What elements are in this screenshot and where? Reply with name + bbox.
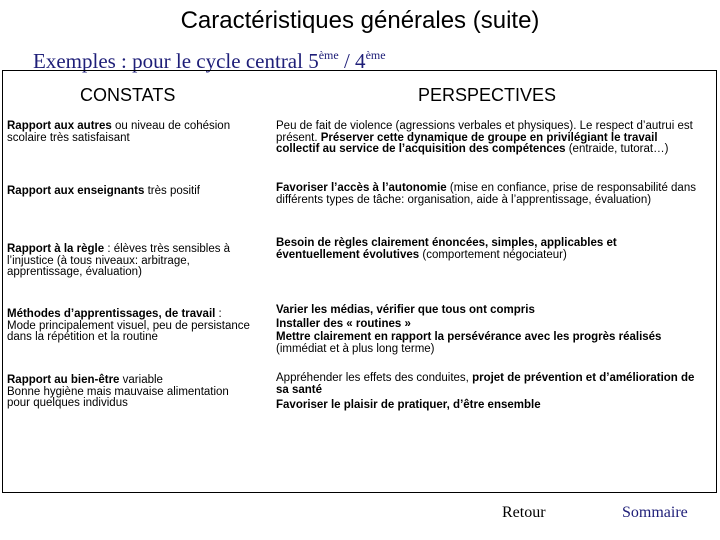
row-4-constat: [7, 309, 269, 344]
row-1-perspective: [276, 121, 716, 156]
row-5-perspective: [276, 373, 716, 412]
row-1-perspective-line-3-rest: (entraide, tutorat…): [565, 143, 669, 155]
row-5-constat-line-2: Bonne hygiène mais mauvaise alimentation: [7, 385, 229, 398]
retour-link[interactable]: Retour: [502, 504, 546, 521]
column-header-constats: CONSTATS: [80, 85, 176, 105]
row-3-perspective: [276, 238, 716, 261]
row-3-constat-line-2: l’injustice (à tous niveaux: arbitrage,: [7, 254, 190, 267]
row-1-perspective-line-1: Peu de fait de violence (agressions verbales et physiques). Le respect d’autrui est: [276, 120, 693, 132]
row-2-constat-bold: Rapport aux enseignants: [7, 185, 145, 197]
row-3-perspective-line-1-bold: Besoin de règles clairement énoncées, simples, applicables et: [276, 237, 617, 249]
row-5-constat: [7, 375, 269, 410]
row-3-perspective-line-2-bold: éventuellement évolutives: [276, 248, 420, 261]
subtitle-separator: / 4: [338, 49, 366, 73]
row-5-perspective-line-1a: Appréhender les effets des conduites,: [276, 372, 473, 384]
row-1-perspective-line-2a: présent.: [276, 131, 321, 144]
row-1-perspective-line-2-bold: Préserver cette dynamique de groupe en privilégiant le travail: [320, 131, 658, 144]
row-2-perspective-rest: (mise en confiance, prise de responsabilité dans: [446, 182, 696, 194]
subtitle-superscript-1: ème: [318, 48, 339, 62]
row-4-perspective: [276, 305, 716, 355]
row-5-perspective-line-1-bold: projet de prévention et d’amélioration de: [472, 372, 695, 384]
row-5-constat-line-3: pour quelques individus: [7, 397, 128, 409]
row-3-perspective-line-2-rest: (comportement négociateur): [419, 248, 567, 261]
row-3-constat-line-3: apprentissage, évaluation): [7, 266, 142, 278]
subtitle-superscript-2: ème: [365, 48, 386, 62]
row-5-constat-bold: Rapport au bien-être: [7, 374, 120, 386]
row-4-constat-rest: :: [215, 308, 222, 320]
row-1-constat-bold: Rapport aux autres: [7, 120, 112, 132]
row-5-perspective-line-2-bold: sa santé: [276, 383, 323, 396]
row-4-perspective-line-2-bold: Installer des « routines »: [276, 317, 411, 330]
row-1-perspective-line-3-bold: collectif au service de l’acquisition des compétences: [276, 143, 566, 155]
row-1-constat: [7, 121, 269, 144]
row-5-constat-rest: variable: [119, 374, 163, 386]
row-4-constat-line-2: Mode principalement visuel, peu de persistance: [7, 319, 250, 332]
row-4-perspective-line-3-bold: Mettre clairement en rapport la persévérance avec les progrès réalisés: [276, 331, 662, 343]
row-4-perspective-line-1-bold: Varier les médias, vérifier que tous ont compris: [276, 304, 535, 316]
row-2-constat-rest: très positif: [144, 185, 200, 197]
subtitle-text: Exemples : pour le cycle central 5: [33, 49, 319, 73]
row-4-perspective-line-4: (immédiat et à plus long terme): [276, 342, 435, 355]
row-2-perspective-bold: Favoriser l’accès à l’autonomie: [276, 182, 447, 194]
page-title: Caractéristiques générales (suite): [180, 7, 540, 34]
row-4-constat-line-3: dans la répétition et la routine: [7, 331, 158, 343]
row-2-constat: [7, 186, 269, 198]
row-1-constat-line-2: scolaire très satisfaisant: [7, 131, 130, 144]
row-3-constat: [7, 244, 269, 279]
row-3-constat-bold: Rapport à la règle: [7, 243, 105, 255]
column-header-perspectives: PERSPECTIVES: [418, 85, 557, 105]
row-4-constat-bold: Méthodes d’apprentissages, de travail: [7, 308, 216, 320]
row-2-perspective-line-2: différents types de tâche: organisation, aide à l’apprentissage, évaluation): [276, 193, 652, 206]
row-3-constat-rest: : élèves très sensibles à: [104, 243, 231, 255]
row-2-perspective: [276, 183, 716, 206]
row-1-constat-rest: ou niveau de cohésion: [111, 120, 231, 132]
row-5-perspective-line-3-bold: Favoriser le plaisir de pratiquer, d’être ensemble: [276, 399, 541, 411]
sommaire-link[interactable]: Sommaire: [622, 504, 688, 521]
